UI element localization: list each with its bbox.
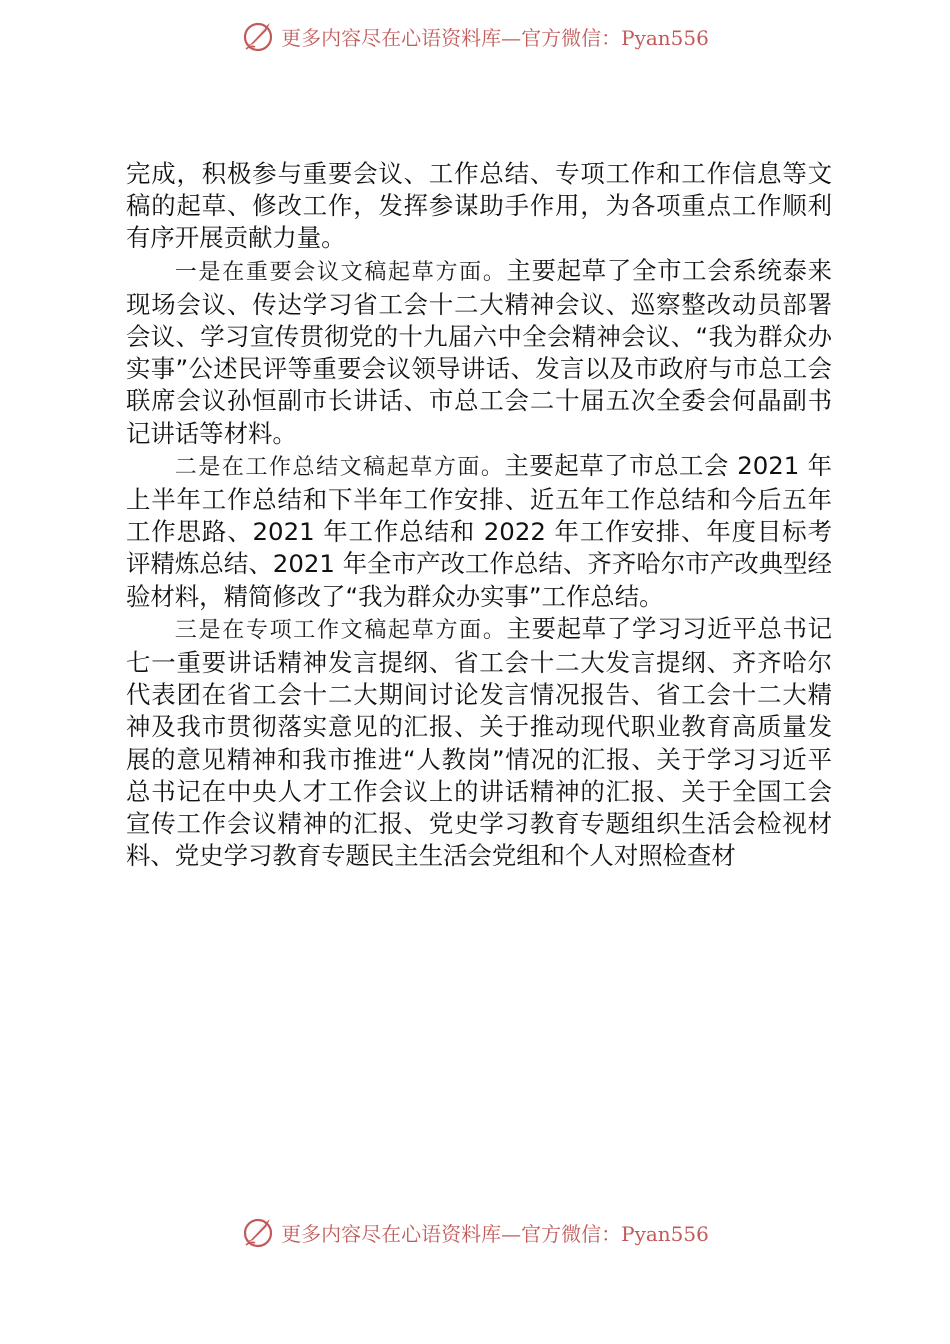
quill-logo-icon: [241, 19, 275, 53]
document-body: [126, 158, 832, 872]
section-body: 主要起草了全市工会系统泰来现场会议、传达学习省工会十二大精神会议、巡察整改动员部署会议、学习宣传贯彻党的十九届六中全会精神会议、“我为群众办实事”公述民评等重要会议领导讲话、发言以及市政府与市总工会联席会议孙恒副市长讲话、市总工会二十届五次全委会何晶副书记讲话等材料。: [126, 255, 832, 448]
intro-paragraph: 完成，积极参与重要会议、工作总结、专项工作和工作信息等文稿的起草、修改工作，发挥参谋助手作用，为各项重点工作顺利有序开展贡献力量。: [126, 159, 832, 253]
quill-logo-icon: [241, 1215, 275, 1249]
watermark-banner-top: [0, 16, 950, 56]
section-paragraph-2: [126, 450, 832, 613]
watermark-banner-bottom: [0, 1212, 950, 1252]
section-body: 主要起草了市总工会 2021 年上半年工作总结和下半年工作安排、近五年工作总结和今后五年工作思路、2021 年工作总结和 2022 年工作安排、年度目标考评精炼总结、2021 年全市产改工作总结、齐齐哈尔市产改典型经验材料，精简修改了“我为群众办实事”工作总结。: [126, 450, 832, 611]
watermark-text: 更多内容尽在心语资料库—官方微信：Pyan556: [281, 1221, 709, 1246]
section-body: 主要起草了学习习近平总书记七一重要讲话精神发言提纲、省工会十二大发言提纲、齐齐哈尔代表团在省工会十二大期间讨论发言情况报告、省工会十二大精神及我市贯彻落实意见的汇报、关于推动现代职业教育高质量发展的意见精神和我市推进“人教岗”情况的汇报、关于学习习近平总书记在中央人才工作会议上的讲话精神的汇报、关于全国工会宣传工作会议精神的汇报、党史学习教育专题组织生活会检视材料、党史学习教育专题民主生活会党组和个人对照检查材: [126, 613, 832, 871]
section-lead: 二是在工作总结文稿起草方面。: [174, 454, 505, 480]
section-paragraph-3: [126, 613, 832, 873]
section-lead: 一是在重要会议文稿起草方面。: [174, 259, 507, 285]
watermark-text: 更多内容尽在心语资料库—官方微信：Pyan556: [281, 25, 709, 50]
section-lead: 三是在专项工作文稿起草方面。: [174, 617, 507, 643]
section-paragraph-1: [126, 255, 832, 450]
